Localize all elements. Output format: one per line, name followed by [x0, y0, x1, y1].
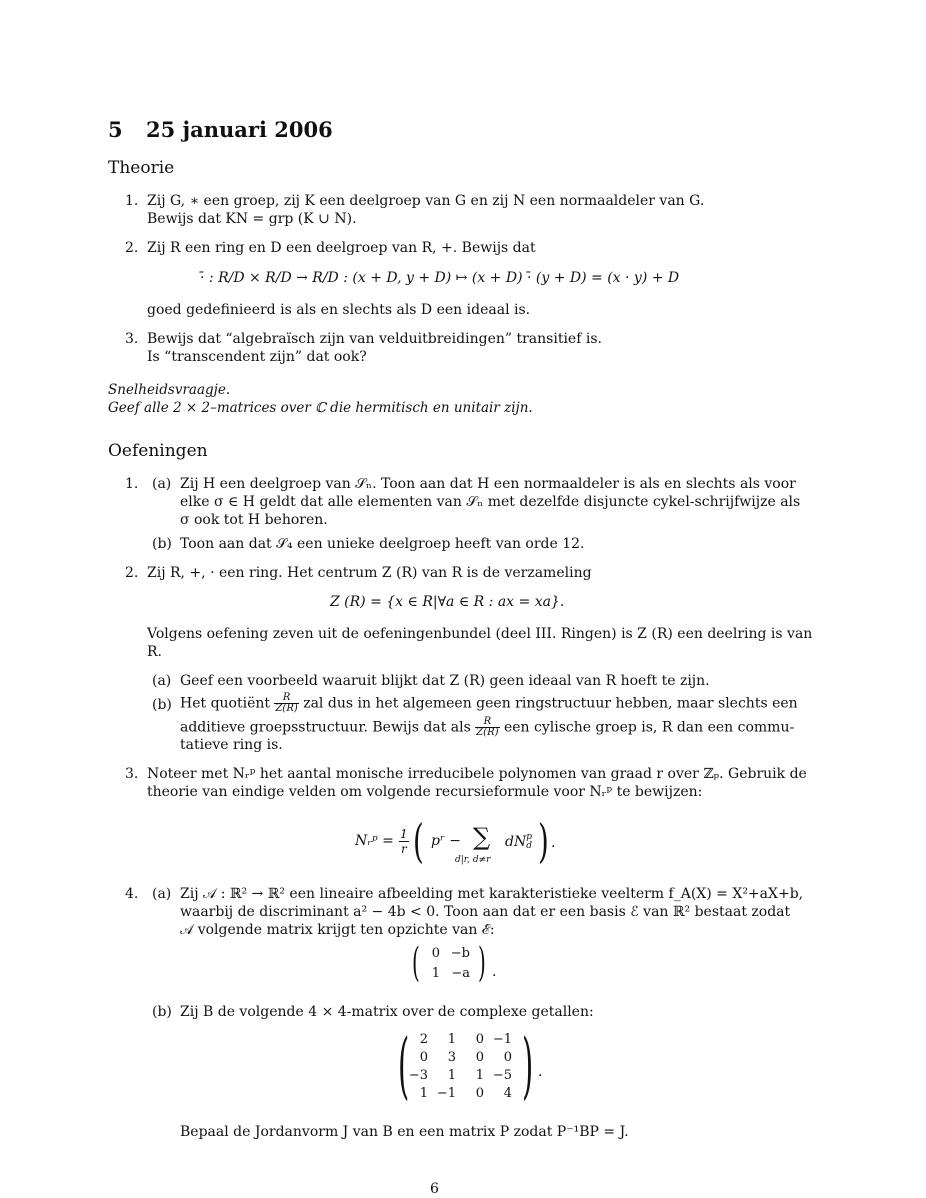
right-paren: ): [538, 814, 549, 868]
quotient-fraction: [274, 693, 298, 714]
matrix-2x2-period: .: [492, 964, 497, 980]
ex4-a-line2: waarbij de discriminant a² − 4b < 0. Toon aan dat er een basis ℰ van ℝ² bestaat zodat: [180, 904, 791, 920]
snelheidsvraagje-text: Geef alle 2 × 2–matrices over ℂ die hermitisch en unitair zijn.: [108, 400, 533, 416]
theorie-item-1-line1: Zij G, ∗ een groep, zij K een deelgroep van G en zij N een normaaldeler van G.: [147, 193, 705, 209]
theorie-item-2-line2: goed gedefinieerd is als en slechts als D een ideaal is.: [147, 302, 531, 318]
theorie-item-2-line1: Zij R een ring en D een deelgroep van R, +. Bewijs dat: [147, 240, 536, 256]
matrix-4x4-cell: 0: [503, 1050, 512, 1065]
ex2-b-line1: [180, 693, 798, 714]
matrix-4x4-cell: −1: [436, 1086, 456, 1101]
sum-term-sup: p: [526, 832, 532, 842]
section-number: 5: [108, 117, 123, 142]
ex2-b-line2-post: een cylische groep is, R dan een commu-: [503, 719, 795, 736]
matrix-2x2-cell: −a: [451, 966, 470, 981]
formula-period: .: [551, 835, 556, 851]
ex2-b-line2: [180, 717, 794, 738]
ex1-b-label: (b): [152, 536, 172, 552]
ex4-number: 4.: [125, 886, 139, 902]
sum-term-base: dN: [505, 834, 527, 850]
ex4-b-line1: Zij B de volgende 4 × 4-matrix over de complexe getallen:: [180, 1004, 594, 1020]
matrix-4x4-period: .: [538, 1064, 543, 1080]
ex2-line1: Zij R, +, · een ring. Het centrum Z (R) van R is de verzameling: [147, 565, 592, 581]
matrix-4x4-cell: 0: [475, 1050, 484, 1065]
sum-index: d|r, d≠r: [455, 855, 491, 865]
ex2-b-label: (b): [152, 697, 172, 713]
theorie-item-2-number: 2.: [125, 240, 139, 256]
ex3-number: 3.: [125, 766, 139, 782]
matrix-4x4-cell: −1: [492, 1032, 512, 1047]
ex4-b-label: (b): [152, 1004, 172, 1020]
sum-sign: ∑: [473, 823, 491, 851]
sum-term-sub: d: [526, 841, 532, 851]
ex4-a-line1: Zij 𝒜 : ℝ² → ℝ² een lineaire afbeelding met karakteristieke veelterm f_A(X) = X²+aX+b,: [180, 886, 804, 902]
formula-pr: pʳ −: [431, 833, 462, 849]
matrix-2x2-left-paren: (: [412, 940, 420, 986]
matrix-2x2: [412, 940, 512, 990]
ex2-formula: Z (R) = {x ∈ R|∀a ∈ R : ax = xa}.: [330, 594, 565, 610]
ex1-a-label: (a): [152, 476, 172, 492]
theorie-item-3-line1: Bewijs dat “algebraïsch zijn van velduitbreidingen” transitief is.: [147, 331, 602, 347]
formula-fraction-den: r: [400, 842, 407, 856]
ex4-a-label: (a): [152, 886, 172, 902]
ex1-a-line3: σ ook tot H behoren.: [180, 512, 328, 528]
matrix-4x4-cell: 1: [447, 1068, 456, 1083]
formula-fraction-num: 1: [400, 827, 408, 841]
matrix-4x4-cell: −3: [408, 1068, 428, 1083]
matrix-4x4-cell: 0: [475, 1086, 484, 1101]
theorie-item-3-number: 3.: [125, 331, 139, 347]
snelheidsvraagje-title: Snelheidsvraagje.: [108, 382, 231, 398]
ex2-a-label: (a): [152, 673, 172, 689]
ex2-b-line1-post: zal dus in het algemeen geen ringstructuur hebben, maar slechts een: [303, 695, 798, 712]
formula-fraction: [399, 827, 409, 856]
matrix-4x4-cell: 1: [475, 1068, 484, 1083]
matrix-2x2-cell: 0: [431, 946, 440, 961]
ex4-a-line3: 𝒜 volgende matrix krijgt ten opzichte van ℰ:: [180, 922, 495, 938]
ex2-b-line3: tatieve ring is.: [180, 737, 283, 753]
ex1-a-line1: Zij H een deelgroep van 𝒮ₙ. Toon aan dat H een normaaldeler is als en slechts als voor: [180, 476, 796, 492]
oefeningen-heading: Oefeningen: [108, 441, 208, 461]
matrix-2x2-cell: 1: [431, 966, 440, 981]
left-paren: (: [413, 814, 424, 868]
theorie-item-2-formula: ·̄ : R/D × R/D → R/D : (x + D, y + D) ↦ (x + D) ·̄ (y + D) = (x · y) + D: [200, 270, 680, 286]
fraction-denominator: Z(R): [275, 703, 298, 714]
ex1-number: 1.: [125, 476, 139, 492]
ex3-line1: Noteer met Nᵣᵖ het aantal monische irreducibele polynomen van graad r over ℤₚ. Gebruik de: [147, 766, 807, 782]
matrix-4x4-cell: 1: [419, 1086, 428, 1101]
matrix-4x4-cell: 4: [503, 1086, 512, 1101]
fraction-numerator: R: [274, 693, 298, 704]
matrix-2x2-right-paren: ): [478, 940, 486, 986]
matrix-4x4-left-paren: (: [398, 1023, 410, 1107]
fraction-numerator: R: [475, 717, 499, 728]
matrix-4x4-cell: 0: [475, 1032, 484, 1047]
section-title: 25 januari 2006: [146, 117, 333, 142]
matrix-4x4: [398, 1023, 548, 1108]
matrix-4x4-cell: 0: [419, 1050, 428, 1065]
matrix-4x4-cell: −5: [492, 1068, 512, 1083]
theorie-heading: Theorie: [108, 158, 175, 178]
matrix-4x4-cell: 3: [447, 1050, 456, 1065]
theorie-item-1-line2: Bewijs dat KN = grp (K ∪ N).: [147, 211, 357, 227]
ex2-line3: R.: [147, 644, 162, 660]
matrix-4x4-cell: 1: [447, 1032, 456, 1047]
ex4-b-line2: Bepaal de Jordanvorm J van B en een matrix P zodat P⁻¹BP = J.: [180, 1124, 629, 1140]
ex2-number: 2.: [125, 565, 139, 581]
recursion-formula: [355, 815, 615, 873]
matrix-4x4-right-paren: ): [522, 1023, 534, 1107]
ex1-a-line2: elke σ ∈ H geldt dat alle elementen van 𝒮ₙ met dezelfde disjuncte cykel-schrijfwijze als: [180, 494, 801, 510]
ex1-b-line1: Toon aan dat 𝒮₄ een unieke deelgroep heeft van orde 12.: [180, 536, 585, 552]
sum-term: [505, 833, 532, 851]
quotient-fraction: [475, 717, 499, 738]
ex2-line2: Volgens oefening zeven uit de oefeningenbundel (deel III. Ringen) is Z (R) een deelring is van: [147, 626, 813, 642]
formula-lhs: Nᵣᵖ =: [355, 833, 394, 849]
theorie-item-1-number: 1.: [125, 193, 139, 209]
sum-term-scripts: [526, 833, 532, 851]
ex2-b-line2-pre: additieve groepsstructuur. Bewijs dat als: [180, 719, 471, 736]
fraction-denominator: Z(R): [476, 727, 499, 738]
theorie-item-3-line2: Is “transcendent zijn” dat ook?: [147, 349, 367, 365]
ex2-b-line1-pre: Het quotiënt: [180, 695, 271, 712]
matrix-4x4-cell: 2: [419, 1032, 428, 1047]
ex3-line2: theorie van eindige velden om volgende recursieformule voor Nᵣᵖ te bewijzen:: [147, 784, 703, 800]
page-number: 6: [430, 1181, 439, 1197]
matrix-2x2-cell: −b: [450, 946, 470, 961]
ex2-a-line1: Geef een voorbeeld waaruit blijkt dat Z (R) geen ideaal van R hoeft te zijn.: [180, 673, 710, 689]
